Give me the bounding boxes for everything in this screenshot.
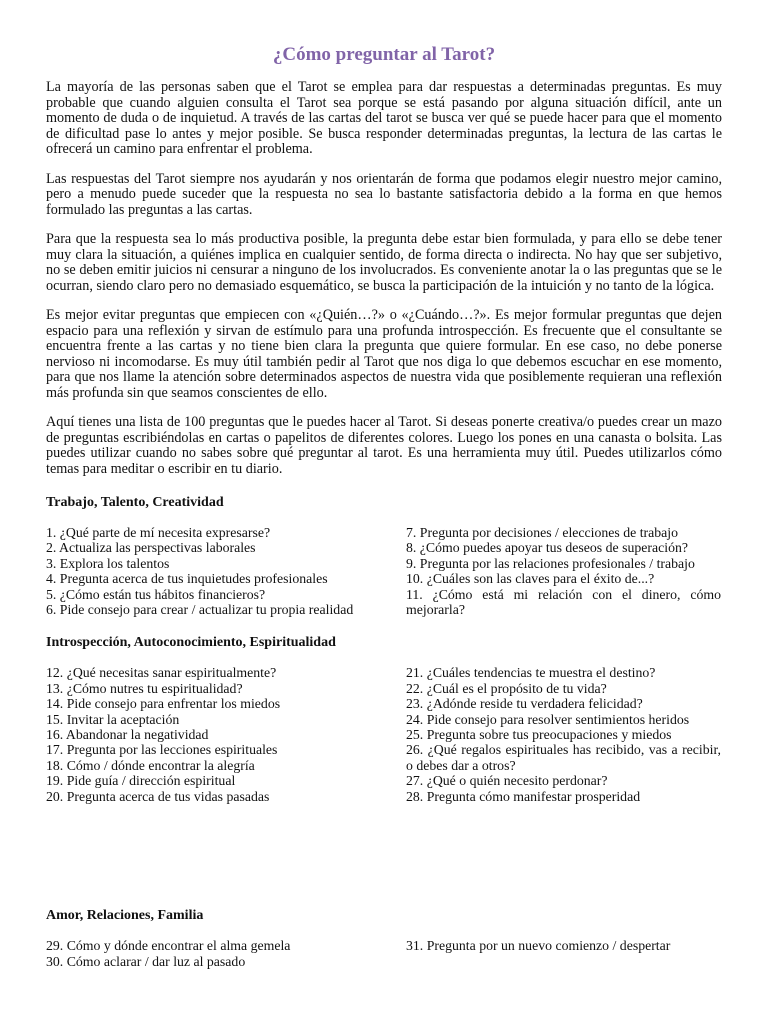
section-heading-amor: Amor, Relaciones, Familia [46,908,204,924]
intro-paragraph-4: Es mejor evitar preguntas que empiecen con «¿Quién…?» o «¿Cuándo…?». Es mejor formular preguntas que dejen espacio para una reflexión y sirvan de estímulo para una profunda introspección. Es frecuente que el consultante se encuentra frente a las cartas y no tiene bien clara la pregunta que quiere formular. En ese caso, no debe ponerse nervioso ni incomodarse. Es muy útil también pedir al Tarot que nos diga lo que debemos escuchar en ese momento, para que nos llame la atención sobre determinados aspectos de nuestra vida que posiblemente requieran una reflexión más profunda sin que seamos conscientes de ello. [46,307,722,401]
question-column-right [406,938,721,969]
question-item: 5. ¿Cómo están tus hábitos financieros? [46,586,266,602]
question-item: 31. Pregunta por un nuevo comienzo / despertar [406,938,671,954]
question-item: 24. Pide consejo para resolver sentimientos heridos [406,711,690,727]
question-item: 21. ¿Cuáles tendencias te muestra el destino? [406,665,656,681]
question-item: 9. Pregunta por las relaciones profesionales / trabajo [406,555,695,571]
question-column-left [46,525,361,617]
question-item: 25. Pregunta sobre tus preocupaciones y miedos [406,727,672,743]
question-item: 4. Pregunta acerca de tus inquietudes profesionales [46,571,328,587]
question-column-right [406,665,721,804]
intro-paragraph-1: La mayoría de las personas saben que el Tarot se emplea para dar respuestas a determinadas preguntas. Es muy probable que cuando alguien consulta el Tarot sea porque se está pasando por alguna situación difícil, ante un momento de duda o de inquietud. A través de las cartas del tarot se busca ver qué se puede hacer para que el momento de dificultad pase lo antes y mejor posible. Se busca responder determinadas preguntas, la lectura de las cartas le ofrecerá un camino para enfrentar el problema. [46,79,722,157]
question-item: 26. ¿Qué regalos espirituales has recibido, vas a recibir, o debes dar a otros? [406,742,721,773]
question-item: 1. ¿Qué parte de mí necesita expresarse? [46,525,271,540]
question-item: 17. Pregunta por las lecciones espirituales [46,742,278,758]
question-item: 12. ¿Qué necesitas sanar espiritualmente? [46,665,277,681]
intro-paragraph-2: Las respuestas del Tarot siempre nos ayudarán y nos orientarán de forma que podamos elegir nuestro mejor camino, pero a menudo puede suceder que la respuesta no sea lo bastante satisfactoria debido a la forma en que hemos formulado las preguntas a las cartas. [46,170,722,218]
question-item: 19. Pide guía / dirección espiritual [46,773,236,789]
question-item: 18. Cómo / dónde encontrar la alegría [46,757,255,773]
question-item: 28. Pregunta cómo manifestar prosperidad [406,788,641,804]
question-item: 13. ¿Cómo nutres tu espiritualidad? [46,680,243,696]
question-item: 3. Explora los talentos [46,555,170,571]
question-list-trabajo [46,525,722,617]
intro-paragraph-3: Para que la respuesta sea lo más productiva posible, la pregunta debe estar bien formulada, y para ello se debe tener muy clara la situación, a quiénes implica en cualquier sentido, de forma directa o indirecta. No hay que ser subjetivo, no se deben emitir juicios ni censurar a ninguno de los involucrados. Es conveniente anotar la o las preguntas que se le ocurran, siendo claro pero no demasiado esquemático, se busca la participación de la intuición y no tanto de la lógica. [46,231,722,294]
question-item: 14. Pide consejo para enfrentar los miedos [46,696,281,712]
question-item: 15. Invitar la aceptación [46,711,180,727]
section-gap [46,804,722,890]
question-column-left [46,665,361,804]
question-column-left [46,938,361,969]
intro-paragraph-5: Aquí tienes una lista de 100 preguntas que le puedes hacer al Tarot. Si deseas ponerte creativa/o puedes crear un mazo de preguntas escribiéndolas en cartas o papelitos de diferentes colores. Luego los pones en una canasta o bolsita. Las puedes utilizar cuando no sabes sobre qué preguntar al tarot. Es una herramienta muy útil. Puedes utilizarlos cómo temas para meditar o escribir en tu diario. [46,414,722,477]
question-item: 10. ¿Cuáles son las claves para el éxito de...? [406,571,655,587]
page-title: ¿Cómo preguntar al Tarot? [272,44,496,65]
question-list-amor [46,938,722,969]
question-item: 16. Abandonar la negatividad [46,727,209,743]
question-item: 7. Pregunta por decisiones / elecciones de trabajo [406,525,679,540]
section-heading-trabajo: Trabajo, Talento, Creatividad [46,495,224,510]
question-item: 20. Pregunta acerca de tus vidas pasadas [46,788,270,804]
section-heading-introspeccion: Introspección, Autoconocimiento, Espiritualidad [46,635,336,651]
question-item: 2. Actualiza las perspectivas laborales [46,540,256,556]
question-item: 6. Pide consejo para crear / actualizar tu propia realidad [46,602,354,618]
question-item: 23. ¿Adónde reside tu verdadera felicidad? [406,696,643,712]
question-item: 22. ¿Cuál es el propósito de tu vida? [406,680,607,696]
question-item: 29. Cómo y dónde encontrar el alma gemela [46,938,291,954]
question-item: 11. ¿Cómo está mi relación con el dinero, cómo mejorarla? [406,586,721,618]
question-item: 8. ¿Cómo puedes apoyar tus deseos de superación? [406,540,688,556]
question-item: 30. Cómo aclarar / dar luz al pasado [46,953,246,969]
question-list-introspeccion [46,665,722,804]
question-item: 27. ¿Qué o quién necesito perdonar? [406,773,608,789]
question-column-right [406,525,721,617]
